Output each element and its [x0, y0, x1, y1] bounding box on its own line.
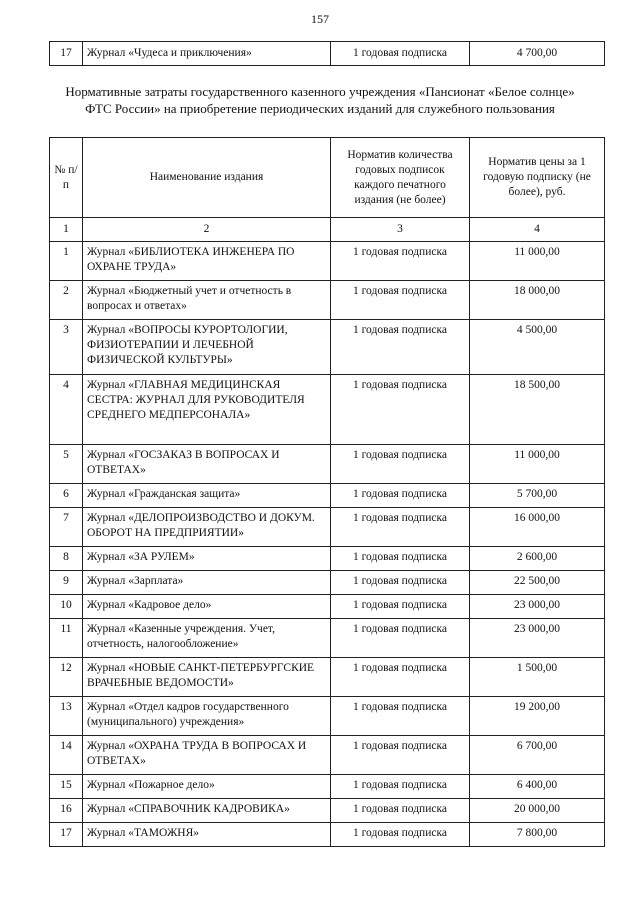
publication-name: Журнал «ОХРАНА ТРУДА В ВОПРОСАХ И ОТВЕТАХ» [83, 736, 331, 775]
publication-name: Журнал «Кадровое дело» [83, 595, 331, 619]
header-name: Наименование издания [83, 138, 331, 218]
subscription-quantity: 1 годовая подписка [331, 823, 470, 847]
row-number: 4 [50, 375, 83, 445]
column-number: 2 [83, 218, 331, 242]
row-number: 3 [50, 320, 83, 375]
table-row [50, 375, 605, 445]
subscription-quantity: 1 годовая подписка [331, 484, 470, 508]
subscription-quantity: 1 годовая подписка [331, 547, 470, 571]
header-row [50, 138, 605, 218]
table-row [50, 823, 605, 847]
table-row [50, 775, 605, 799]
subscription-price: 23 000,00 [470, 595, 605, 619]
publication-name: Журнал «Зарплата» [83, 571, 331, 595]
table-row [50, 571, 605, 595]
header-num: № п/п [50, 138, 83, 218]
row-number: 6 [50, 484, 83, 508]
periodicals-table [49, 137, 605, 847]
subscription-price: 18 500,00 [470, 375, 605, 445]
subscription-price: 11 000,00 [470, 445, 605, 484]
table-row [50, 736, 605, 775]
publication-name: Журнал «ВОПРОСЫ КУРОРТОЛОГИИ, ФИЗИОТЕРАПИИ И ЛЕЧЕБНОЙ ФИЗИЧЕСКОЙ КУЛЬТУРЫ» [83, 320, 331, 375]
column-number-row [50, 218, 605, 242]
subscription-price: 7 800,00 [470, 823, 605, 847]
subscription-price: 6 400,00 [470, 775, 605, 799]
publication-name: Журнал «Бюджетный учет и отчетность в вопросах и ответах» [83, 281, 331, 320]
subscription-price: 20 000,00 [470, 799, 605, 823]
table-row [50, 508, 605, 547]
subscription-price: 6 700,00 [470, 736, 605, 775]
page-number: 157 [311, 12, 329, 26]
row-number: 17 [50, 823, 83, 847]
subscription-quantity: 1 годовая подписка [331, 508, 470, 547]
row-number: 11 [50, 619, 83, 658]
subscription-price: 16 000,00 [470, 508, 605, 547]
subscription-quantity: 1 годовая подписка [331, 445, 470, 484]
subscription-quantity: 1 годовая подписка [331, 375, 470, 445]
column-number: 3 [331, 218, 470, 242]
publication-name: Журнал «ДЕЛОПРОИЗВОДСТВО И ДОКУМ. ОБОРОТ НА ПРЕДПРИЯТИИ» [83, 508, 331, 547]
publication-name: Журнал «Отдел кадров государственного (муниципального) учреждения» [83, 697, 331, 736]
subscription-quantity: 1 годовая подписка [331, 799, 470, 823]
table-row [50, 281, 605, 320]
subscription-price: 19 200,00 [470, 697, 605, 736]
subscription-price: 4 700,00 [470, 42, 605, 66]
publication-name: Журнал «Гражданская защита» [83, 484, 331, 508]
table-row [50, 42, 605, 66]
row-number: 5 [50, 445, 83, 484]
table-row [50, 242, 605, 281]
subscription-quantity: 1 годовая подписка [331, 697, 470, 736]
row-number: 16 [50, 799, 83, 823]
row-number: 17 [50, 42, 83, 66]
subscription-quantity: 1 годовая подписка [331, 736, 470, 775]
publication-name: Журнал «БИБЛИОТЕКА ИНЖЕНЕРА ПО ОХРАНЕ ТРУДА» [83, 242, 331, 281]
row-number: 12 [50, 658, 83, 697]
header-qty: Норматив количества годовых подписок каждого печатного издания (не более) [331, 138, 470, 218]
table-body [50, 242, 605, 847]
subscription-price: 5 700,00 [470, 484, 605, 508]
table-row [50, 445, 605, 484]
publication-name: Журнал «Пожарное дело» [83, 775, 331, 799]
subscription-quantity: 1 годовая подписка [331, 281, 470, 320]
publication-name: Журнал «ТАМОЖНЯ» [83, 823, 331, 847]
subscription-quantity: 1 годовая подписка [331, 619, 470, 658]
row-number: 1 [50, 242, 83, 281]
heading-line-1: Нормативные затраты государственного казенного учреждения «Пансионат «Белое солнце» [65, 84, 575, 99]
subscription-price: 18 000,00 [470, 281, 605, 320]
publication-name: Журнал «Чудеса и приключения» [83, 42, 331, 66]
table-row [50, 320, 605, 375]
row-number: 2 [50, 281, 83, 320]
subscription-quantity: 1 годовая подписка [331, 320, 470, 375]
row-number: 9 [50, 571, 83, 595]
publication-name: Журнал «ЗА РУЛЕМ» [83, 547, 331, 571]
publication-name: Журнал «ГОСЗАКАЗ В ВОПРОСАХ И ОТВЕТАХ» [83, 445, 331, 484]
subscription-quantity: 1 годовая подписка [331, 42, 470, 66]
column-number: 4 [470, 218, 605, 242]
publication-name: Журнал «СПРАВОЧНИК КАДРОВИКА» [83, 799, 331, 823]
section-heading [40, 83, 600, 117]
column-number: 1 [50, 218, 83, 242]
row-number: 14 [50, 736, 83, 775]
row-number: 15 [50, 775, 83, 799]
subscription-quantity: 1 годовая подписка [331, 775, 470, 799]
subscription-quantity: 1 годовая подписка [331, 595, 470, 619]
heading-line-2: ФТС России» на приобретение периодических изданий для служебного пользования [85, 101, 555, 116]
header-price: Норматив цены за 1 годовую подписку (не более), руб. [470, 138, 605, 218]
publication-name: Журнал «ГЛАВНАЯ МЕДИЦИНСКАЯ СЕСТРА: ЖУРНАЛ ДЛЯ РУКОВОДИТЕЛЯ СРЕДНЕГО МЕДПЕРСОНАЛА» [83, 375, 331, 445]
subscription-quantity: 1 годовая подписка [331, 658, 470, 697]
row-number: 8 [50, 547, 83, 571]
table-row [50, 658, 605, 697]
subscription-quantity: 1 годовая подписка [331, 571, 470, 595]
subscription-price: 1 500,00 [470, 658, 605, 697]
table-row [50, 799, 605, 823]
table-row [50, 697, 605, 736]
row-number: 13 [50, 697, 83, 736]
table-row [50, 547, 605, 571]
subscription-price: 4 500,00 [470, 320, 605, 375]
row-number: 10 [50, 595, 83, 619]
publication-name: Журнал «Казенные учреждения. Учет, отчетность, налогообложение» [83, 619, 331, 658]
subscription-price: 2 600,00 [470, 547, 605, 571]
subscription-price: 11 000,00 [470, 242, 605, 281]
publication-name: Журнал «НОВЫЕ САНКТ-ПЕТЕРБУРГСКИЕ ВРАЧЕБНЫЕ ВЕДОМОСТИ» [83, 658, 331, 697]
subscription-price: 22 500,00 [470, 571, 605, 595]
table-row [50, 595, 605, 619]
row-number: 7 [50, 508, 83, 547]
continued-table [49, 41, 605, 66]
subscription-price: 23 000,00 [470, 619, 605, 658]
subscription-quantity: 1 годовая подписка [331, 242, 470, 281]
table-row [50, 484, 605, 508]
table-row [50, 619, 605, 658]
